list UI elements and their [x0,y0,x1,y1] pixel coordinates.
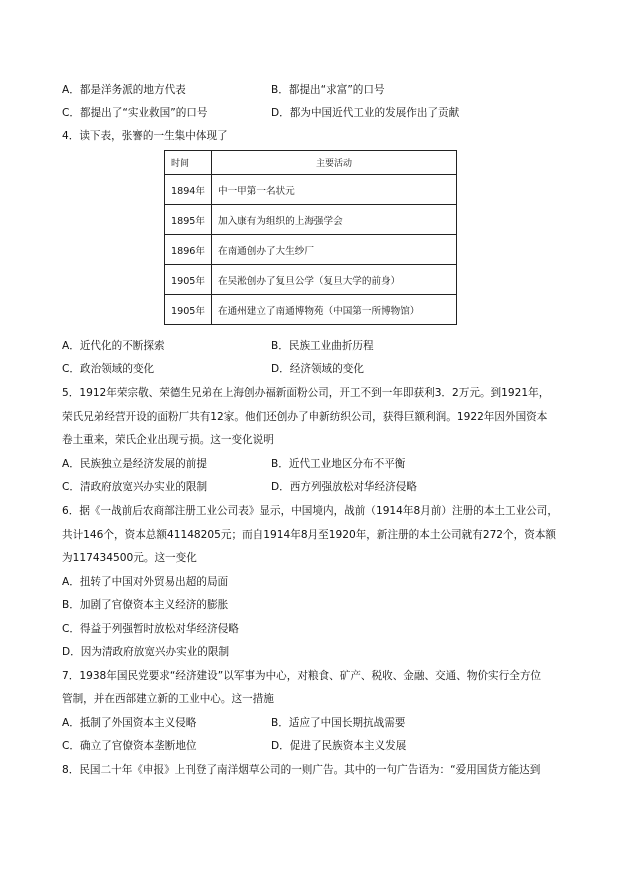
q6-option-a: A．扭转了中国对外贸易出超的局面 [62,576,229,588]
q6-option-d: D．因为清政府放宽兴办实业的限制 [62,646,230,658]
q5-option-b: B．近代工业地区分布不平衡 [271,458,406,470]
table-header-time: 时间 [165,151,212,175]
q4-option-d: D．经济领域的变化 [271,363,364,375]
q3-option-b: B．都提出“求富”的口号 [271,84,385,96]
q4-option-a: A．近代化的不断探索 [62,340,165,352]
q4-table [164,150,457,325]
q3-option-d: D．都为中国近代工业的发展作出了贡献 [271,107,460,119]
q6-option-c: C．得益于列强暂时放松对华经济侵略 [62,623,239,635]
q7-stem-line-2: 管制，并在西部建立新的工业中心。这一措施 [62,693,274,705]
q3-option-c: C．都提出了“实业救国”的口号 [62,107,208,119]
table-cell-year: 1895年 [165,205,212,235]
q6-stem-line-2: 共计146个，资本总额41148205元；而自1914年8月至1920年，新注册的本土公司就有272个，资本额 [62,529,557,541]
table-cell-year: 1905年 [165,295,212,325]
q6-stem-line-3: 为117434500元。这一变化 [62,552,197,564]
table-cell-activity: 在吴淞创办了复旦公学（复旦大学的前身） [212,265,457,295]
q4-stem: 4．读下表，张謇的一生集中体现了 [62,130,228,142]
table-cell-year: 1905年 [165,265,212,295]
q7-option-a: A．抵制了外国资本主义侵略 [62,717,197,729]
q7-option-d: D．促进了民族资本主义发展 [271,740,407,752]
q6-option-b: B．加剧了官僚资本主义经济的膨胀 [62,599,229,611]
q5-option-c: C．清政府放宽兴办实业的限制 [62,481,208,493]
table-row [165,175,457,205]
table-header-row [165,151,457,175]
table-cell-year: 1896年 [165,235,212,265]
table-row [165,265,457,295]
table-cell-activity: 在通州建立了南通博物苑（中国第一所博物馆） [212,295,457,325]
q7-option-c: C．确立了官僚资本垄断地位 [62,740,197,752]
q7-stem-line-1: 7．1938年国民党要求“经济建设”以军事为中心，对粮食、矿产、税收、金融、交通、物价实行全方位 [62,670,542,682]
q5-stem-line-2: 荣氏兄弟经营开设的面粉厂共有12家。他们还创办了申新纺织公司，获得巨额利润。1922年因外国资本 [62,411,548,423]
table-header-activity: 主要活动 [212,151,457,175]
table-cell-year: 1894年 [165,175,212,205]
q8-stem-line-1: 8．民国二十年《申报》上刊登了南洋烟草公司的一则广告。其中的一句广告语为：“爱用国货方能达到 [62,764,541,776]
table-row [165,205,457,235]
q5-stem-line-1: 5．1912年荣宗敬、荣德生兄弟在上海创办福新面粉公司，开工不到一年即获利3．2万元。到1921年， [62,387,550,399]
q5-option-d: D．西方列强放松对华经济侵略 [271,481,417,493]
q3-option-a: A．都是洋务派的地方代表 [62,84,186,96]
table-row [165,295,457,325]
q4-option-c: C．政治领域的变化 [62,363,155,375]
table-cell-activity: 中一甲第一名状元 [212,175,457,205]
q7-option-b: B．适应了中国长期抗战需要 [271,717,406,729]
q6-stem-line-1: 6．据《一战前后农商部注册工业公司表》显示，中国境内，战前（1914年8月前）注册的本土工业公司， [62,505,558,517]
table-row [165,235,457,265]
q4-option-b: B．民族工业曲折历程 [271,340,374,352]
q5-option-a: A．民族独立是经济发展的前提 [62,458,207,470]
q5-stem-line-3: 卷土重来，荣氏企业出现亏损。这一变化说明 [62,434,274,446]
table-cell-activity: 加入康有为组织的上海强学会 [212,205,457,235]
table-cell-activity: 在南通创办了大生纱厂 [212,235,457,265]
